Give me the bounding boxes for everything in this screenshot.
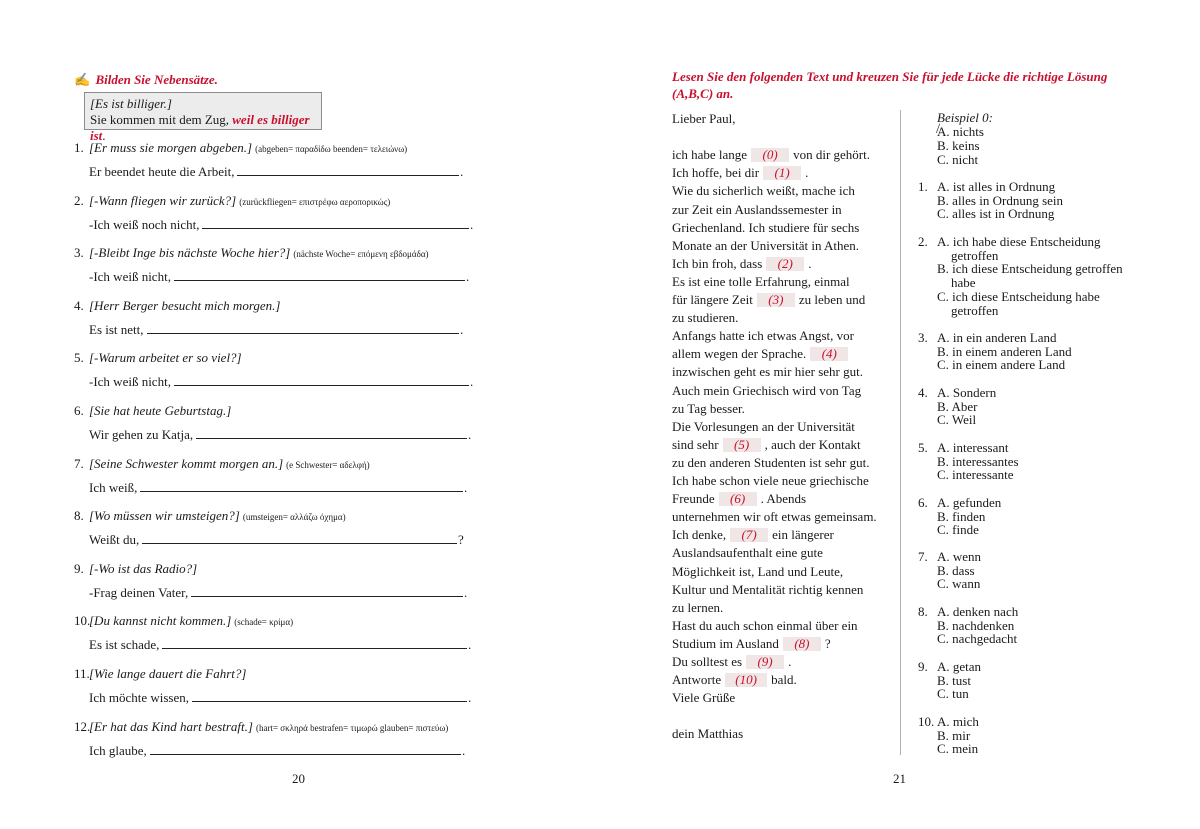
letter-line [672,165,808,181]
letter-line [672,328,854,344]
letter-text-segment: Auch mein Griechisch wird von Tag [672,382,862,398]
answer-end-punctuation: . [466,269,470,285]
answer-option[interactable]: C. in einem andere Land [937,357,1066,373]
exercise-prompt [74,245,429,261]
exercise-prompt [74,403,231,419]
letter-text-segment: Ich denke, [672,527,727,543]
letter-text-segment: zu Tag besser. [672,400,745,416]
exercise-title-text: Bilden Sie Nebensätze. [95,72,218,87]
letter-gap[interactable]: (6) [719,492,757,506]
letter-line [672,419,855,435]
answer-option[interactable]: A. denken nach [937,604,1019,619]
exercise-answer-line [89,427,471,443]
answer-prefix: Wir gehen zu Katja, [89,427,194,442]
exercise-prompt [74,561,197,577]
letter-text-segment: für längere Zeit [672,292,753,307]
exercise-prompt [74,298,280,314]
answer-option[interactable]: C. alles ist in Ordnung [937,206,1055,222]
answer-option[interactable]: A. getan [937,659,982,674]
exercise-answer-line [89,637,471,653]
exercise-gloss: (umsteigen= αλλάζω όχημα) [242,512,346,523]
exercise-prompt [74,193,390,209]
letter-text-segment: ein längerer [772,527,834,543]
letter-text-segment: zu lernen. [672,599,724,615]
question-number: 6. [918,495,928,510]
letter-text-segment: zur Zeit ein Auslandssemester in [672,201,842,217]
answer-option[interactable]: A. ist alles in Ordnung [937,179,1056,194]
exercise-answer-line [89,164,463,180]
answer-option[interactable]: A. mich [937,714,979,729]
answer-blank[interactable] [202,217,469,229]
letter-text-segment: . [808,255,812,271]
exercise-answer-line [89,743,465,759]
exercise-gloss: (abgeben= παραδίδω beenden= τελειώνω) [255,144,408,154]
exercise-gloss: (e Schwester= αδελφή) [286,459,370,470]
letter-text-segment: ? [824,635,831,651]
answer-blank[interactable] [150,743,461,755]
letter-text-segment: Ich bin froh, dass [672,255,763,271]
example-option[interactable]: B. keins [937,138,980,153]
letter-line [672,183,855,199]
exercise-number: 9. [74,560,84,576]
exercise-number: 10. [74,613,91,629]
answer-option[interactable]: B. mir [937,727,971,743]
letter-line [672,491,806,507]
answer-option[interactable]: B. nachdenken [937,617,1015,633]
letter-line [672,364,863,380]
exercise-number: 3. [74,245,84,261]
answer-option[interactable]: B. interessantes [937,453,1019,469]
answer-option[interactable]: B. dass [937,562,975,578]
question-number: 5. [918,440,928,455]
letter-line [672,672,797,688]
letter-line [672,618,858,634]
letter-line [672,509,877,525]
letter-gap[interactable]: (8) [783,637,821,651]
letter-text-segment: Viele Grüße [672,690,736,706]
answer-end-punctuation: . [468,637,472,653]
answer-prefix: -Frag deinen Vater, [89,584,189,600]
answer-option[interactable]: C. interessante [937,467,1014,483]
question-number: 9. [918,659,928,674]
question-number: 1. [918,179,928,194]
letter-text-segment: allem wegen der Sprache. [672,346,807,362]
exercise-sentence: [Herr Berger besucht mich morgen.] [89,297,281,313]
question-number: 8. [918,604,928,619]
exercise-gloss: (nächste Woche= επόμενη εβδομάδα) [293,249,429,260]
exercise-sentence: [Er hat das Kind hart bestraft.] [89,718,253,734]
answer-end-punctuation: . [470,374,474,390]
letter-text-segment: unternehmen wir oft etwas gemeinsam. [672,509,877,525]
letter-text-segment: zu den anderen Studenten ist sehr gut. [672,454,870,470]
exercise-answer-line [89,374,473,390]
answer-option[interactable]: B. finden [937,508,986,524]
option-continuation: getroffen [951,247,999,263]
letter-gap[interactable]: (5) [723,438,761,452]
exercise-answer-line [89,217,473,233]
column-divider [900,110,901,755]
answer-option[interactable]: A. Sondern [937,385,997,400]
answer-end-punctuation: . [464,584,468,600]
answer-blank[interactable] [147,322,459,334]
letter-text-segment: von dir gehört. [793,147,870,163]
answer-options [918,0,1178,757]
exercise-sentence: [-Wann fliegen wir zurück?] [89,192,237,208]
letter-line [672,545,823,561]
answer-blank[interactable] [196,427,467,439]
exercise-number: 5. [74,350,84,366]
page-number: 21 [893,771,906,786]
answer-blank[interactable] [174,374,469,386]
example-prompt: [Es ist billiger.] [90,96,172,111]
answer-prefix: Es ist schade, [89,637,160,653]
letter-line [672,111,736,127]
letter-line [672,220,859,236]
answer-option[interactable]: C. mein [937,741,979,757]
exercise-gloss: (hart= σκληρά bestrafen= τιμωρώ glauben= πιστεύω) [255,722,449,733]
letter-text-segment: dein Matthias [672,726,744,742]
letter-line [672,654,791,670]
question-number: 2. [918,234,928,249]
example-label: Beispiel 0: [937,110,993,125]
exercise-prompt [74,350,242,366]
letter-text-segment: Wie du sicherlich weißt, mache ich [672,183,855,199]
letter-line [672,292,865,308]
exercise-sentence: [Wo müssen wir umsteigen?] [89,508,240,524]
question-number: 4. [918,385,928,400]
answer-prefix: Er beendet heute die Arbeit, [89,164,235,179]
answer-end-punctuation: . [460,321,464,337]
exercise-number: 7. [74,455,84,471]
answer-prefix: -Ich weiß nicht, [89,269,171,285]
answer-option[interactable]: A. gefunden [937,495,1002,510]
letter-line [672,726,743,742]
exercise-number: 6. [74,403,84,418]
answer-prefix: Ich glaube, [89,742,147,758]
answer-end-punctuation: . [460,164,464,179]
answer-option[interactable]: A. ich habe diese Entscheidung [937,234,1101,249]
letter-text-segment: bald. [771,672,797,688]
exercise-sentence: [-Warum arbeitet er so viel?] [89,350,242,366]
answer-prefix: -Ich weiß noch nicht, [89,216,200,232]
letter-text-segment: Möglichkeit ist, Land und Leute, [672,563,844,579]
letter-line [672,310,738,326]
exercise-number: 4. [74,297,84,313]
letter-gap[interactable]: (0) [751,148,789,162]
letter-text-segment: Monate an der Universität in Athen. [672,237,860,253]
exercise-title [74,72,218,88]
letter-text-segment: Studium im Ausland [672,635,779,651]
exercise-answer-line [89,269,469,285]
exercise-sentence: [Sie hat heute Geburtstag.] [89,403,232,418]
letter-text-segment: Antworte [672,672,722,688]
answer-end-punctuation: ? [458,532,464,548]
exercise-number: 8. [74,508,84,524]
letter-text-segment: zu leben und [798,292,866,307]
letter-text-segment: . Abends [760,491,807,507]
exercise-sentence: [Er muss sie morgen abgeben.] [89,140,253,155]
answer-option[interactable]: B. Aber [937,398,978,414]
answer-blank[interactable] [140,480,463,492]
answer-end-punctuation: . [468,690,472,705]
answer-option[interactable]: C. wann [937,576,981,592]
letter-text-segment: inzwischen geht es mir hier sehr gut. [672,364,863,380]
letter-line [672,346,852,362]
exercise-number: 2. [74,192,84,208]
letter-line [672,147,870,163]
letter-line [672,527,834,543]
letter-gap[interactable]: (9) [746,655,784,669]
letter-text-segment: Kultur und Mentalität richtig kennen [672,581,864,597]
letter-text-segment: Ich hoffe, bei dir [672,165,760,181]
answer-prefix: -Ich weiß nicht, [89,374,171,390]
answer-option[interactable]: B. alles in Ordnung sein [937,192,1064,208]
exercise-prompt [74,719,448,735]
letter-gap[interactable]: (7) [730,528,768,542]
option-continuation: getroffen [951,302,999,318]
answer-end-punctuation: . [462,742,466,758]
exercise-sentence: [Seine Schwester kommt morgen an.] [89,455,284,471]
letter-line [672,256,812,272]
question-number: 3. [918,330,928,345]
reading-title: Lesen Sie den folgenden Text und kreuzen Sie für jede Lücke die richtige Lösung (A,B,C) an. [672,69,1108,101]
letter-text-segment: Hast du auch schon einmal über ein [672,617,858,633]
letter-text-segment: . [805,165,809,181]
example-option[interactable]: A. nichts / [937,125,1197,139]
letter-text-segment: Lieber Paul, [672,111,736,126]
answer-prefix: Ich weiß, [89,479,138,495]
letter-text-segment: Es ist eine tolle Erfahrung, einmal [672,273,850,289]
answer-blank[interactable] [237,164,459,176]
letter-text-segment: Ich habe schon viele neue griechische [672,473,869,488]
example-answer-highlight: weil es billiger ist [90,112,310,143]
letter-line [672,564,843,580]
answer-blank[interactable] [174,269,465,281]
exercise-prompt [74,140,407,156]
answer-option[interactable]: A. wenn [937,549,982,564]
exercise-answer-line [89,690,471,706]
answer-option[interactable]: B. tust [937,672,971,688]
letter-text-segment: ich habe lange [672,147,748,163]
letter-text-segment: sind sehr [672,436,719,452]
letter-line [672,455,869,471]
exercise-sentence: [-Wo ist das Radio?] [89,560,198,576]
answer-blank[interactable] [191,585,463,597]
exercise-gloss: (schade= κρίμα) [234,617,294,628]
letter-gap[interactable]: (3) [757,293,795,307]
letter-line [672,582,863,598]
exercise-prompt [74,456,370,472]
example-option[interactable]: C. nicht [937,152,979,167]
letter-line [672,600,723,616]
letter-line [672,274,850,290]
letter-text-segment: Die Vorlesungen an der Universität [672,418,855,434]
letter-gap[interactable]: (1) [763,166,801,180]
page-number: 20 [292,771,305,786]
letter-text-segment: Anfangs hatte ich etwas Angst, vor [672,328,854,344]
letter-text-segment: Griechenland. Ich studiere für sechs [672,219,860,235]
exercise-prompt [74,666,246,682]
exercise-number: 12. [74,718,91,734]
letter-text-segment: Freunde [672,491,715,507]
exercise-sentence: [Wie lange dauert die Fahrt?] [89,666,247,681]
answer-option[interactable]: C. Weil [937,412,977,428]
question-number: 10. [918,714,935,729]
answer-end-punctuation: . [468,427,472,442]
letter-text-segment: . [788,654,792,669]
question-number: 7. [918,549,928,564]
answer-prefix: Ich möchte wissen, [89,690,190,705]
letter-line [672,473,869,489]
letter-gap[interactable]: (10) [725,673,767,687]
answer-option[interactable]: C. tun [937,686,969,702]
right-page [600,0,1200,829]
exercise-number: 1. [74,140,84,155]
letter-gap[interactable]: (4) [810,347,848,361]
answer-prefix: Es ist nett, [89,321,144,337]
exercise-sentence: [-Bleibt Inge bis nächste Woche hier?] [89,245,291,261]
exercise-number: 11. [74,666,90,681]
pencil-writing-icon: ✍ [74,72,91,87]
letter-text-segment: Auslandsaufenthalt eine gute [672,545,823,561]
exercise-prompt [74,508,346,524]
letter-line [672,238,859,254]
answer-option[interactable]: C. nachgedacht [937,631,1018,647]
letter-line [672,437,861,453]
exercise-prompt [74,613,293,629]
answer-option[interactable]: C. finde [937,522,979,538]
letter-line [672,202,842,218]
letter-line [672,690,735,706]
answer-option[interactable]: B. ich diese Entscheidung getroffen [937,261,1123,277]
letter-text-segment: Du solltest es [672,654,743,669]
answer-end-punctuation: . [470,216,474,232]
letter-line [672,401,745,417]
answer-option[interactable]: C. ich diese Entscheidung habe [937,288,1100,304]
answer-option[interactable]: A. interessant [937,440,1009,455]
letter-text-segment: zu studieren. [672,310,739,326]
exercise-sentence: [Du kannst nicht kommen.] [89,613,232,629]
exercise-answer-line [89,322,463,338]
exercise-gloss: (zurückfliegen= επιστρέφω αεροπορικώς) [239,196,391,207]
answer-prefix: Weißt du, [89,532,140,548]
letter-line [672,636,831,652]
letter-line [672,383,861,399]
exercise-answer-line [89,480,467,496]
example-answer-start: Sie kommen mit dem Zug, [90,112,233,127]
exercise-answer-line [89,585,467,601]
letter-gap[interactable]: (2) [766,257,804,271]
option-continuation: habe [951,275,976,291]
answer-end-punctuation: . [464,479,468,495]
answer-blank[interactable] [192,690,467,702]
exercise-answer-line [89,532,464,548]
answer-blank[interactable] [162,637,467,649]
answer-option[interactable]: B. in einem anderen Land [937,343,1072,359]
example-answer-end: . [102,128,106,143]
answer-option[interactable]: A. in ein anderen Land [937,330,1057,345]
letter-text-segment: , auch der Kontakt [764,436,861,452]
answer-blank[interactable] [142,532,457,544]
example-box [84,92,322,143]
